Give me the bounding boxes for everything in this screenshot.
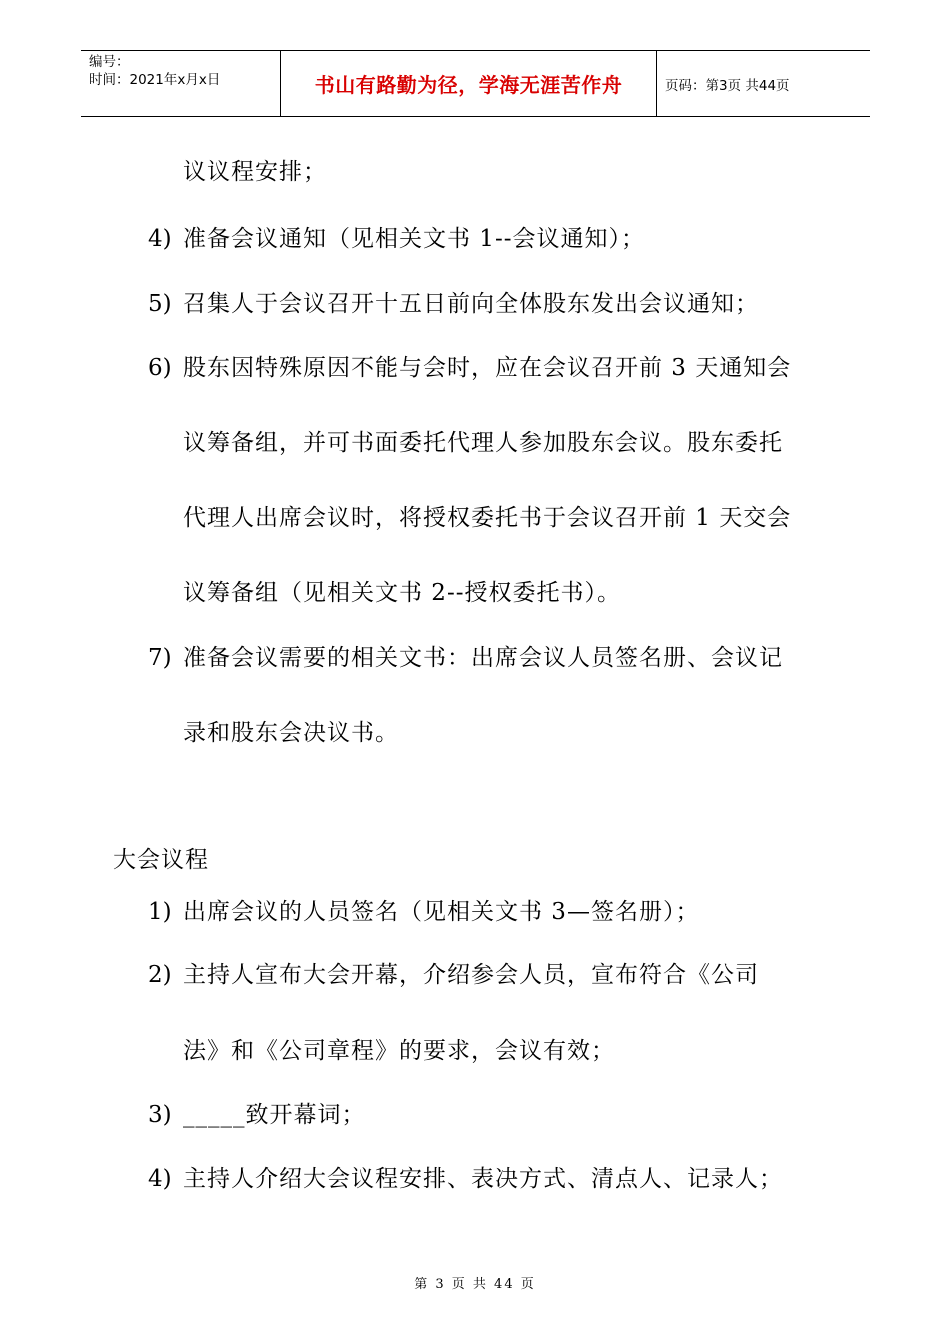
item-4-text: 准备会议通知（见相关文书 1--会议通知）； [183, 226, 645, 252]
item-7-number: 7) [148, 645, 172, 671]
serial-label: 编号： [89, 54, 130, 70]
continued-line: 议议程安排； [183, 159, 327, 185]
agenda-2-number: 2) [148, 962, 172, 988]
agenda-2-line-1: 主持人宣布大会开幕，介绍参会人员，宣布符合《公司 [183, 962, 759, 988]
item-5-text: 召集人于会议召开十五日前向全体股东发出会议通知； [183, 291, 759, 317]
page-footer: 第 3 页 共 44 页 [414, 1277, 536, 1292]
agenda-3-text: _____致开幕词； [183, 1102, 366, 1128]
section-title: 大会议程 [113, 847, 209, 873]
header-meta-cell [81, 51, 281, 116]
agenda-3-number: 3) [148, 1102, 172, 1128]
item-6-number: 6) [148, 355, 172, 381]
agenda-1-text: 出席会议的人员签名（见相关文书 3—签名册）； [183, 899, 700, 925]
agenda-4-text: 主持人介绍大会议程安排、表决方式、清点人、记录人； [183, 1166, 783, 1192]
item-6-line-3: 代理人出席会议时，将授权委托书于会议召开前 1 天交会 [183, 505, 792, 531]
item-7-line-2: 录和股东会决议书。 [183, 720, 399, 746]
agenda-2-line-2: 法》和《公司章程》的要求，会议有效； [183, 1038, 615, 1064]
item-7-line-1: 准备会议需要的相关文书：出席会议人员签名册、会议记 [183, 645, 783, 671]
agenda-1-number: 1) [148, 899, 172, 925]
agenda-4-number: 4) [148, 1166, 172, 1192]
header-motto-cell [281, 51, 657, 116]
item-6-line-4: 议筹备组（见相关文书 2--授权委托书）。 [183, 580, 621, 606]
document-header [81, 50, 870, 117]
item-5-number: 5) [148, 291, 172, 317]
item-6-line-2: 议筹备组，并可书面委托代理人参加股东会议。股东委托 [183, 430, 783, 456]
time-label: 时间：2021年x月x日 [89, 72, 221, 88]
header-page-cell [657, 51, 870, 116]
motto: 书山有路勤为径，学海无涯苦作舟 [314, 73, 623, 97]
item-4-number: 4) [148, 226, 172, 252]
item-6-line-1: 股东因特殊原因不能与会时，应在会议召开前 3 天通知会 [183, 355, 792, 381]
page-info: 页码：第3页 共44页 [665, 77, 790, 94]
